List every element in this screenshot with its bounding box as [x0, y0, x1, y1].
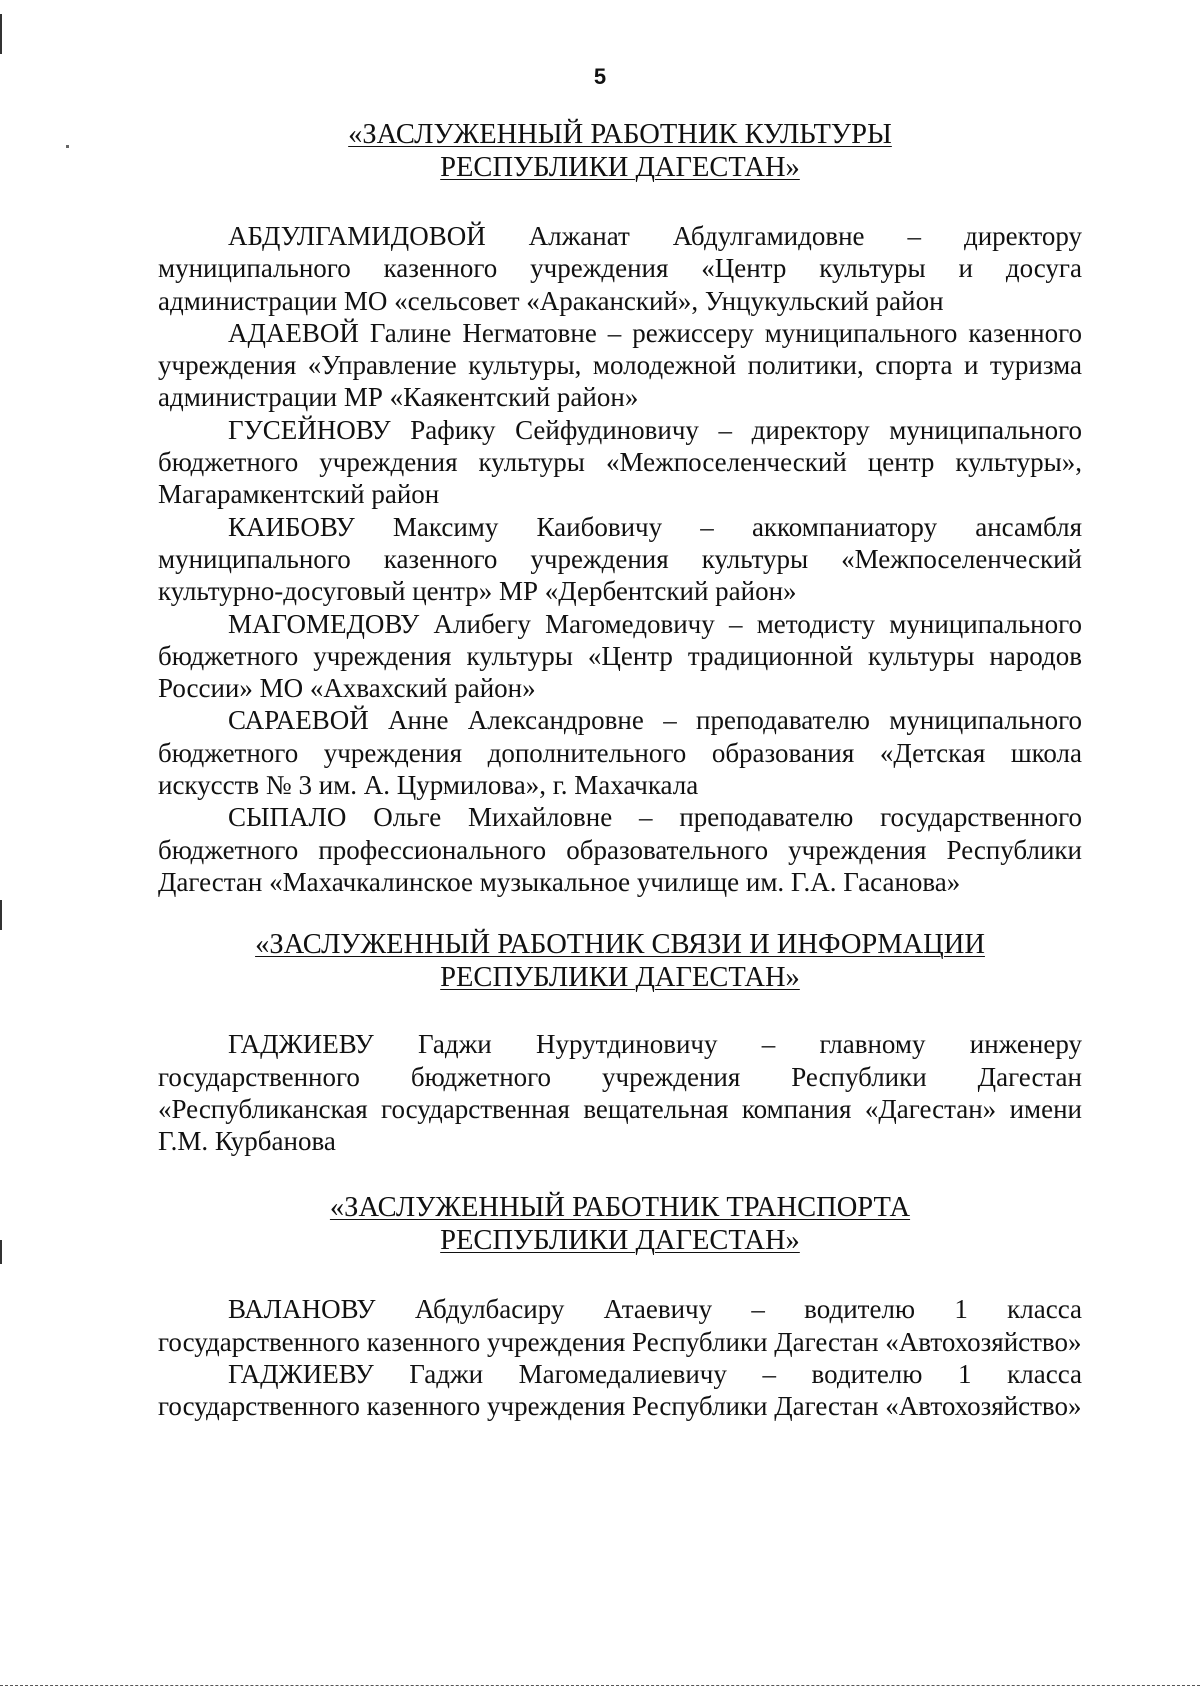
- awardee-paragraph: САРАЕВОЙ Анне Александровне – преподавателю муниципального бюджетного учреждения дополнительного образования «Детская школа искусств № 3 им. А. Цурмилова», г. Махачкала: [158, 705, 1082, 801]
- awardee-paragraph: ВАЛАНОВУ Абдулбасиру Атаевичу – водителю 1 класса государственного казенного учреждения Республики Дагестан «Автохозяйство»: [158, 1294, 1082, 1357]
- awardee-paragraph: ГАДЖИЕВУ Гаджи Нурутдиновичу – главному инженеру государственного бюджетного учреждения Республики Дагестан «Республиканская государственная вещательная компания «Дагестан» имени Г.М. Курбанова: [158, 1029, 1082, 1157]
- scan-bottom-edge: [0, 1685, 1200, 1686]
- section-title-transport: [158, 1191, 1082, 1257]
- section-title-culture: [158, 118, 1082, 184]
- scan-speck: [66, 145, 69, 148]
- awardee-paragraph: ГУСЕЙНОВУ Рафику Сейфудиновичу – директору муниципального бюджетного учреждения культуры «Межпоселенческий центр культуры», Магарамкентский район: [158, 414, 1082, 510]
- awardee-paragraph: МАГОМЕДОВУ Алибегу Магомедовичу – методисту муниципального бюджетного учреждения культуры «Центр традиционной культуры народов России» МО «Ахвахский район»: [158, 608, 1082, 704]
- section-title-line: «ЗАСЛУЖЕННЫЙ РАБОТНИК СВЯЗИ И ИНФОРМАЦИИ: [255, 929, 985, 961]
- awardee-paragraph: АБДУЛГАМИДОВОЙ Алжанат Абдулгамидовне – директору муниципального казенного учреждения «Центр культуры и досуга администрации МО «сельсовет «Араканский», Унцукульский район: [158, 221, 1082, 316]
- section-title-line: РЕСПУБЛИКИ ДАГЕСТАН»: [440, 962, 800, 994]
- section-title-communications: [158, 928, 1082, 994]
- awardee-paragraph: СЫПАЛО Ольге Михайловне – преподавателю государственного бюджетного профессионального образовательного учреждения Республики Дагестан «Махачкалинское музыкальное училище им. Г.А. Гасанова»: [158, 802, 1082, 897]
- scan-edge-mark: [0, 1240, 2, 1264]
- awardee-paragraph: КАИБОВУ Максиму Каибовичу – аккомпаниатору ансамбля муниципального казенного учреждения культуры «Межпоселенческий культурно-досуговый центр» МР «Дербентский район»: [158, 511, 1082, 607]
- page-number: 5: [593, 64, 607, 89]
- scan-edge-mark: [0, 900, 2, 930]
- section-title-line: РЕСПУБЛИКИ ДАГЕСТАН»: [440, 1225, 800, 1257]
- awardee-paragraph: ГАДЖИЕВУ Гаджи Магомедалиевичу – водителю 1 класса государственного казенного учреждения Республики Дагестан «Автохозяйство»: [158, 1359, 1082, 1422]
- scan-edge-mark: [0, 14, 2, 54]
- document-body: [158, 118, 1082, 1423]
- awardee-paragraph: АДАЕВОЙ Галине Негматовне – режиссеру муниципального казенного учреждения «Управление культуры, молодежной политики, спорта и туризма администрации МР «Каякентский район»: [158, 317, 1082, 413]
- section-title-line: РЕСПУБЛИКИ ДАГЕСТАН»: [440, 152, 800, 183]
- section-title-line: «ЗАСЛУЖЕННЫЙ РАБОТНИК ТРАНСПОРТА: [329, 1192, 911, 1224]
- section-title-line: «ЗАСЛУЖЕННЫЙ РАБОТНИК КУЛЬТУРЫ: [348, 119, 892, 150]
